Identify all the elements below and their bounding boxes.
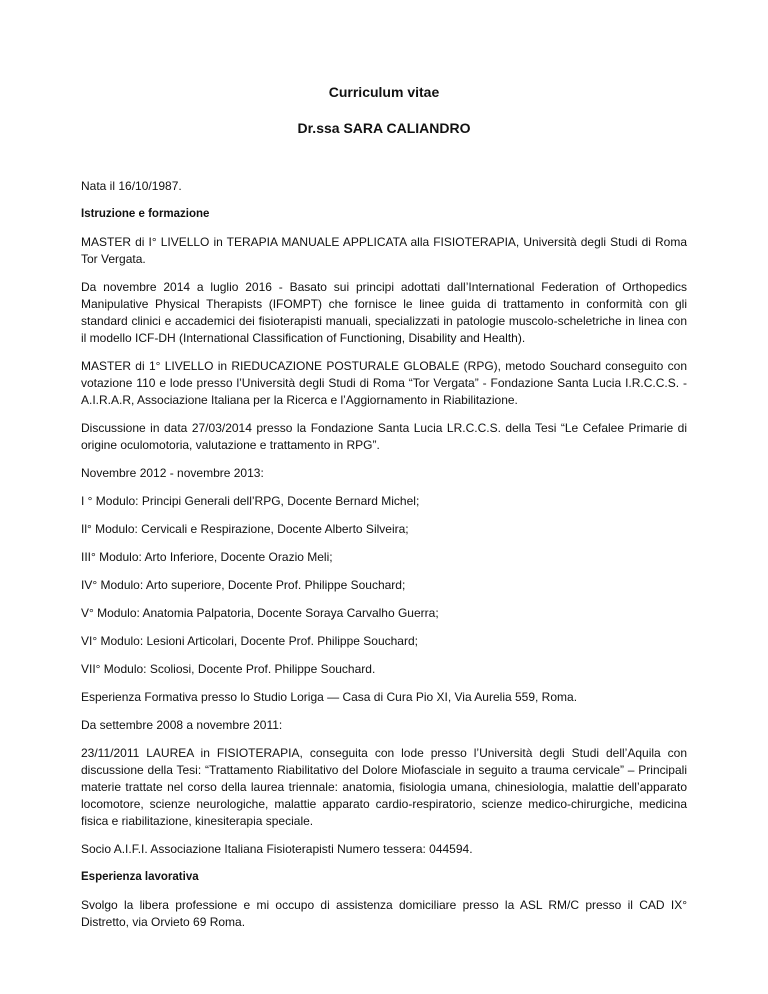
person-name: Dr.ssa SARA CALIANDRO: [297, 120, 471, 136]
paragraph-master-rpg: MASTER di 1° LIVELLO in RIEDUCAZIONE POSTURALE GLOBALE (RPG), metodo Souchard conseguito con votazione 110 e lode presso l’Università degli Studi di Roma “Tor Vergata” - Fondazione Santa Lucia I.R.C.C.S. - A.I.R.A.R, Associazione Italiana per la Ricerca e l’Aggiornamento in Riabilitazione.: [81, 359, 687, 407]
module-item: III° Modulo: Arto Inferiore, Docente Orazio Meli;: [81, 550, 333, 564]
paragraph-master-terapia-manuale: MASTER di I° LIVELLO in TERAPIA MANUALE APPLICATA alla FISIOTERAPIA, Università degli Studi di Roma Tor Vergata.: [81, 235, 687, 266]
paragraph-studio-loriga: Esperienza Formativa presso lo Studio Loriga — Casa di Cura Pio XI, Via Aurelia 559, Roma.: [81, 690, 578, 704]
module-item: IV° Modulo: Arto superiore, Docente Prof. Philippe Souchard;: [81, 578, 406, 592]
module-item: Il° Modulo: Cervicali e Respirazione, Docente Alberto Silveira;: [81, 522, 409, 536]
document-title: Curriculum vitae: [328, 84, 440, 100]
birth-date: Nata il 16/10/1987.: [81, 179, 182, 193]
module-item: I ° Modulo: Principi Generali dell’RPG, Docente Bernard Michel;: [81, 494, 420, 508]
paragraph-laurea: 23/11/2011 LAUREA in FISIOTERAPIA, conseguita con lode presso l’Università degli Studi dell’Aquila con discussione della Tesi: “Trattamento Riabilitativo del Dolore Miofasciale in seguito a trauma cervicale” – Principali materie trattate nel corso della laurea triennale: anatomia, fisiologia umana, chinesiologia, malattie dell’apparato locomotore, scienze neurologiche, malattie apparato cardio-respiratorio, scienze medico-chirurgiche, medicina fisica e riabilitazione, kinesiterapia speciale.: [81, 746, 687, 828]
module-item: V° Modulo: Anatomia Palpatoria, Docente Soraya Carvalho Guerra;: [81, 606, 439, 620]
paragraph-thesis-rpg: Discussione in data 27/03/2014 presso la Fondazione Santa Lucia LR.C.C.S. della Tesi “Le Cefalee Primarie di origine oculomotoria, valutazione e trattamento in RPG”.: [81, 421, 687, 452]
paragraph-period-rpg: Novembre 2012 - novembre 2013:: [81, 466, 264, 480]
paragraph-ifompt: Da novembre 2014 a luglio 2016 - Basato sui principi adottati dall’International Federation of Orthopedics Manipulative Physical Therapists (IFOMPT) che fornisce le linee guida di trattamento in conformità con gli standard clinici e accademici dei fisioterapisti manuali, specializzati in patologie muscolo-scheletriche in linea con il modello ICF-DH (International Classification of Functioning, Disability and Health).: [81, 280, 687, 345]
paragraph-aifi: Socio A.I.F.I. Associazione Italiana Fisioterapisti Numero tessera: 044594.: [81, 842, 473, 856]
paragraph-period-laurea: Da settembre 2008 a novembre 2011:: [81, 718, 283, 732]
module-item: VII° Modulo: Scoliosi, Docente Prof. Philippe Souchard.: [81, 662, 376, 676]
document-body: [81, 178, 687, 931]
module-item: VI° Modulo: Lesioni Articolari, Docente Prof. Philippe Souchard;: [81, 634, 418, 648]
paragraph-work: Svolgo la libera professione e mi occupo di assistenza domiciliare presso la ASL RM/C presso il CAD IX° Distretto, via Orvieto 69 Roma.: [81, 898, 687, 929]
section-heading-work: Esperienza lavorativa: [81, 871, 199, 883]
section-heading-education: Istruzione e formazione: [81, 208, 210, 220]
